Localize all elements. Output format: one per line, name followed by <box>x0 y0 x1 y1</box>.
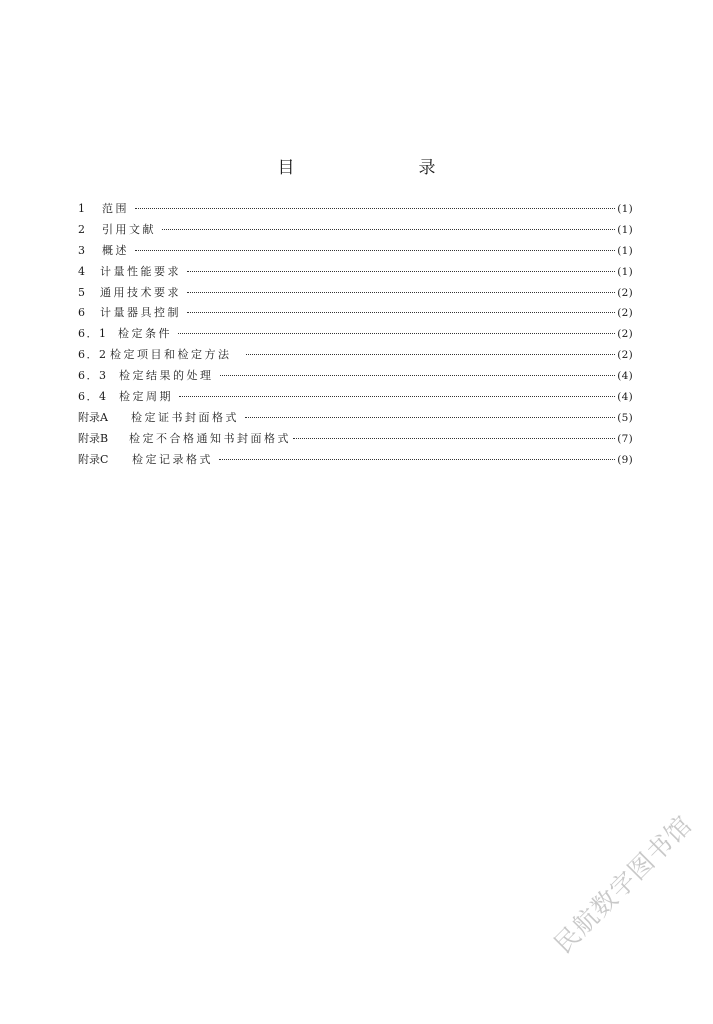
toc-entry-number: 6．4 <box>78 390 108 404</box>
toc-leader-dots <box>187 271 615 272</box>
toc-entry-page: (1) <box>617 265 633 278</box>
toc-entry[interactable] <box>78 324 633 345</box>
toc-entry-title: 计量性能要求 <box>100 264 181 278</box>
toc-entry-title: 检定周期 <box>119 390 173 404</box>
toc-entry-page: (4) <box>617 370 633 383</box>
toc-leader-dots <box>293 438 615 439</box>
toc-entry-title: 检定项目和检定方法 <box>110 348 232 362</box>
toc-entry-title: 检定结果的处理 <box>119 369 214 383</box>
toc-leader-dots <box>135 208 615 209</box>
toc-leader-dots <box>219 459 615 460</box>
toc-entry-page: (2) <box>617 286 633 299</box>
toc-leader-dots <box>245 417 615 418</box>
toc-entry-page: (2) <box>617 328 633 341</box>
toc-entry[interactable] <box>78 387 633 408</box>
toc-entry-title: 检定记录格式 <box>132 452 213 466</box>
toc-entry[interactable] <box>78 429 633 450</box>
toc-entry-number: 6．3 <box>78 369 108 383</box>
toc-entry-page: (2) <box>617 349 633 362</box>
toc-leader-dots <box>162 229 615 230</box>
toc-entry[interactable] <box>78 262 633 283</box>
toc-entry-title: 概述 <box>102 243 129 257</box>
toc-entry-page: (1) <box>617 223 633 236</box>
toc-entry-number: 3 <box>78 243 87 257</box>
toc-entry-title: 引用文献 <box>102 222 156 236</box>
library-watermark: 民航数字图书馆 <box>548 809 698 960</box>
toc-entry-title: 范围 <box>102 202 129 215</box>
toc-leader-dots <box>179 396 615 397</box>
toc-entry[interactable] <box>78 345 633 366</box>
toc-entry[interactable] <box>78 283 633 304</box>
toc-entry[interactable] <box>78 303 633 324</box>
toc-entry-title: 检定不合格通知书封面格式 <box>129 431 291 445</box>
toc-entry-page: (7) <box>617 432 633 445</box>
toc-entry-page: (1) <box>617 244 633 257</box>
toc-leader-dots <box>220 375 616 376</box>
toc-entry-title: 检定证书封面格式 <box>131 410 239 424</box>
toc-entry-title: 计量器具控制 <box>100 306 181 320</box>
toc-entry[interactable] <box>78 241 633 262</box>
toc-entry-number: 4 <box>78 264 87 278</box>
toc-entry-page: (4) <box>617 391 633 404</box>
toc-leader-dots <box>187 292 615 293</box>
page-title: 目 录 <box>277 158 466 178</box>
toc-entry[interactable] <box>78 408 633 429</box>
toc-leader-dots <box>246 354 616 355</box>
toc-entry-page: (2) <box>617 307 633 320</box>
toc-entry-number: 6 <box>78 306 87 320</box>
toc-entry-title: 通用技术要求 <box>100 285 181 299</box>
toc-entry-number: 附录B <box>78 431 109 445</box>
toc-leader-dots <box>187 312 615 313</box>
toc-entry-title: 检定条件 <box>118 327 172 341</box>
toc-entry[interactable] <box>78 199 633 220</box>
toc-entry-number: 5 <box>78 285 87 299</box>
toc-entry-page: (5) <box>617 411 633 424</box>
toc-leader-dots <box>135 250 615 251</box>
toc-leader-dots <box>178 333 615 334</box>
toc-entry[interactable] <box>78 366 633 387</box>
table-of-contents <box>78 199 633 471</box>
toc-entry-number: 6．1 <box>78 327 108 341</box>
toc-entry-number: 附录A <box>78 410 108 424</box>
toc-entry[interactable] <box>78 220 633 241</box>
toc-entry[interactable] <box>78 450 633 471</box>
toc-entry-page: (9) <box>617 453 633 466</box>
toc-entry-page: (1) <box>617 203 633 215</box>
toc-entry-number: 2 <box>78 222 87 236</box>
toc-entry-number: 附录C <box>78 452 109 466</box>
toc-entry-number: 6．2 <box>78 348 108 362</box>
toc-entry-number: 1 <box>78 202 87 215</box>
